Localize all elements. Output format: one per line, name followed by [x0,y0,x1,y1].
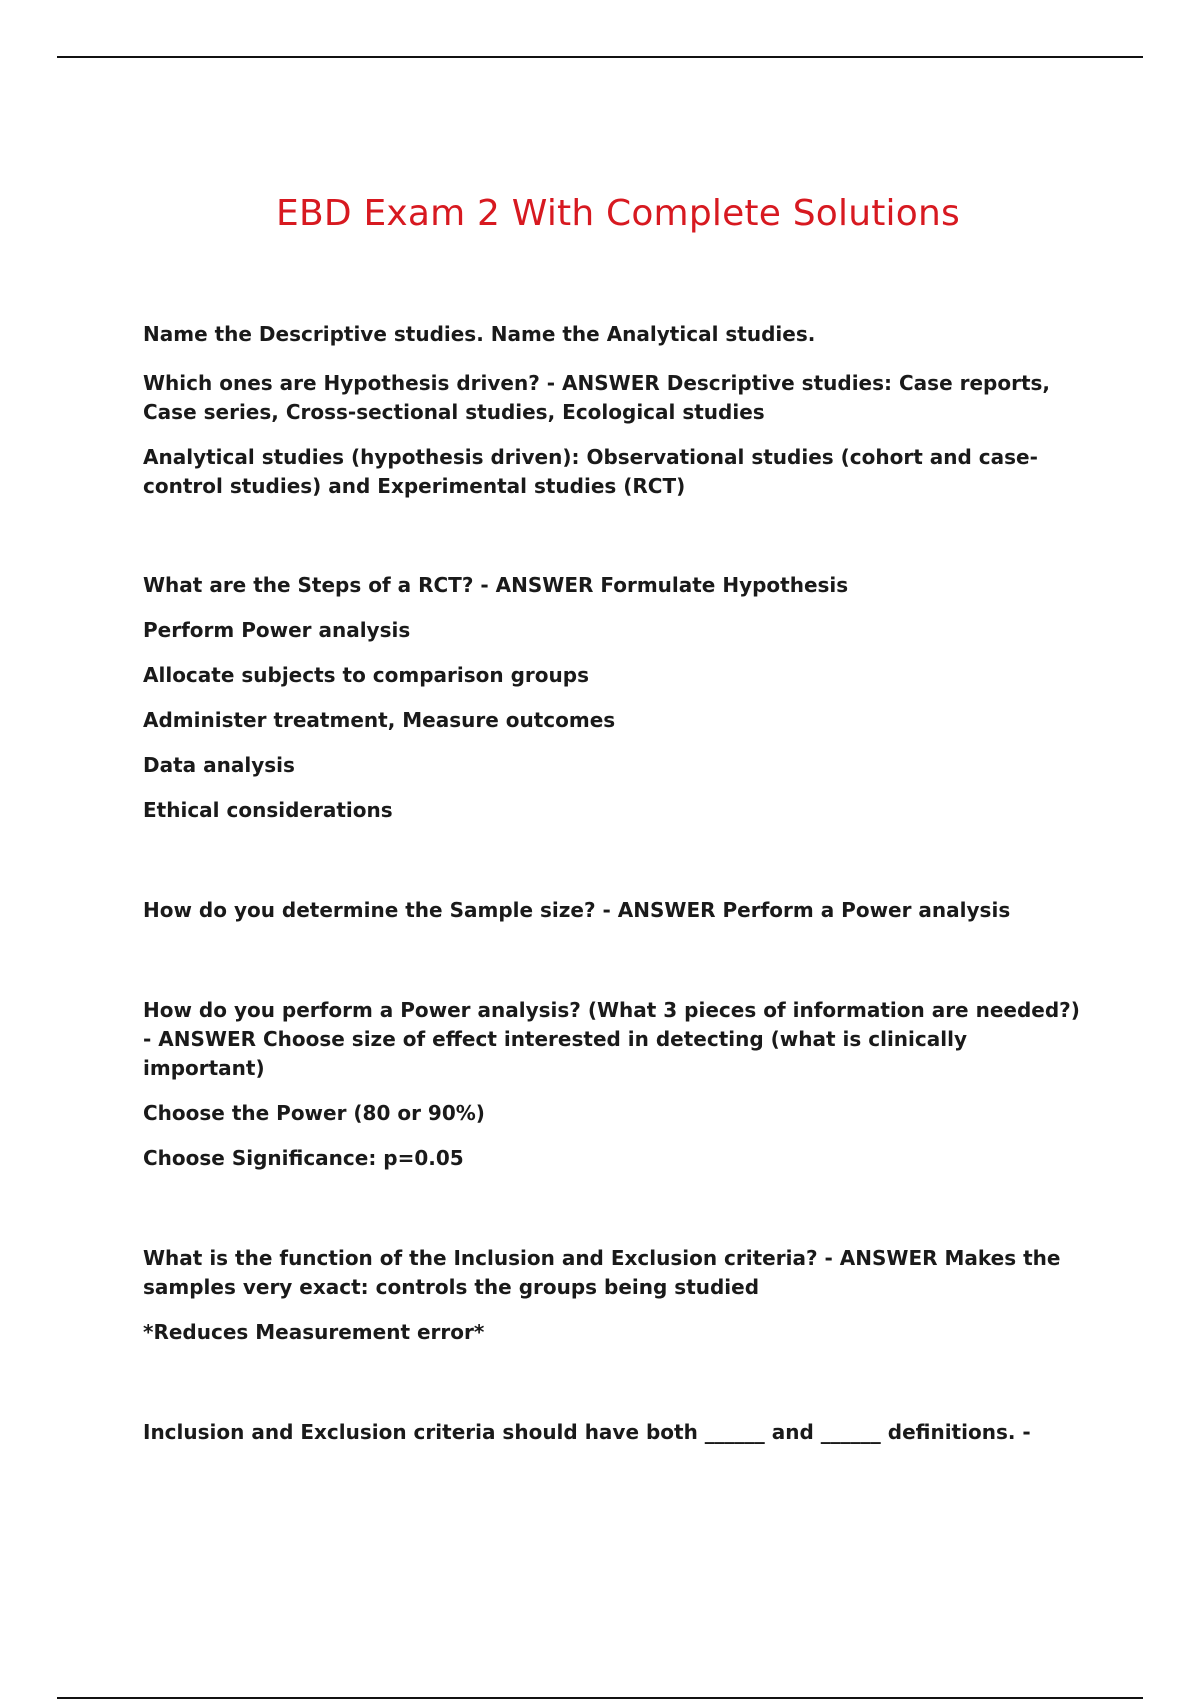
answer-text: Administer treatment, Measure outcomes [143,708,616,732]
question-text: What are the Steps of a RCT? - ANSWER Formulate Hypothesis [143,573,849,597]
question-text: Inclusion and Exclusion criteria should have both ______ and ______ definitions. - [143,1420,1031,1444]
answer-text: Analytical studies (hypothesis driven): Observational studies (cohort and case-control studies) and Experimental studies (RCT) [143,445,1038,498]
question-text: Name the Descriptive studies. Name the Analytical studies. [143,322,816,346]
question-text: What is the function of the Inclusion and Exclusion criteria? - ANSWER Makes the samples very exact: controls the groups being studied [143,1246,1061,1299]
answer-text: Which ones are Hypothesis driven? - ANSWER Descriptive studies: Case reports, Case series, Cross-sectional studies, Ecological studies [143,371,1051,424]
answer-text: *Reduces Measurement error* [143,1320,485,1344]
answer-text: Ethical considerations [143,798,393,822]
answer-text: Perform Power analysis [143,618,411,642]
top-rule [57,56,1143,58]
document-body [143,320,1083,1447]
answer-text: Choose Significance: p=0.05 [143,1146,464,1170]
answer-text: Choose the Power (80 or 90%) [143,1101,485,1125]
bottom-rule [57,1697,1143,1699]
question-text: How do you determine the Sample size? - ANSWER Perform a Power analysis [143,898,1011,922]
answer-text: Data analysis [143,753,295,777]
question-text: How do you perform a Power analysis? (What 3 pieces of information are needed?) - ANSWER Choose size of effect interested in detecting (what is clinically important) [143,998,1080,1080]
answer-text: Allocate subjects to comparison groups [143,663,589,687]
document-title: EBD Exam 2 With Complete Solutions [276,193,960,234]
